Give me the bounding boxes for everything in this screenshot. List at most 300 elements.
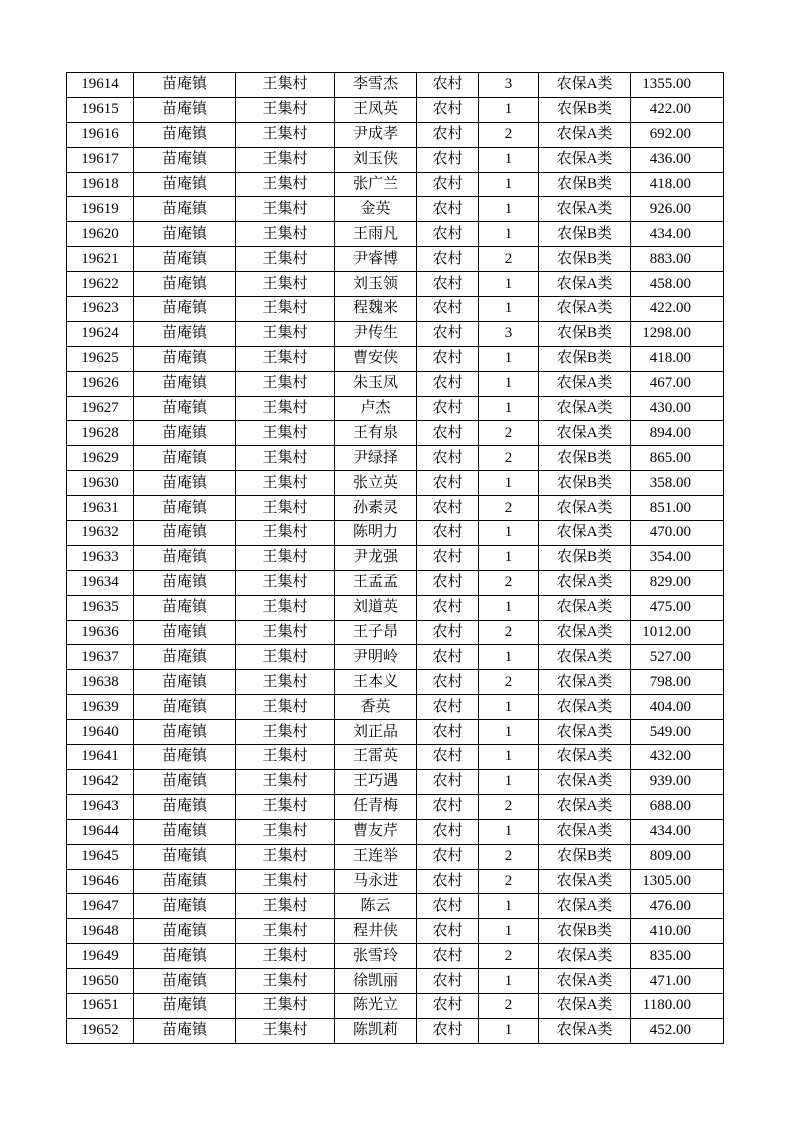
cell-person-count: 1 (479, 172, 539, 197)
cell-village: 王集村 (236, 297, 335, 322)
table-row (67, 97, 724, 122)
cell-town: 苗庵镇 (134, 595, 236, 620)
cell-amount: 829.00 (631, 570, 724, 595)
table-row (67, 247, 724, 272)
cell-insurance-category: 农保B类 (539, 919, 631, 944)
cell-amount: 851.00 (631, 496, 724, 521)
cell-village: 王集村 (236, 720, 335, 745)
cell-insurance-category: 农保A类 (539, 197, 631, 222)
cell-insurance-category: 农保A类 (539, 720, 631, 745)
cell-person-count: 2 (479, 620, 539, 645)
cell-person-count: 2 (479, 122, 539, 147)
cell-insurance-category: 农保B类 (539, 844, 631, 869)
cell-village: 王集村 (236, 545, 335, 570)
cell-amount: 410.00 (631, 919, 724, 944)
cell-residence-type: 农村 (417, 122, 479, 147)
cell-residence-type: 农村 (417, 446, 479, 471)
cell-residence-type: 农村 (417, 247, 479, 272)
cell-village: 王集村 (236, 396, 335, 421)
cell-serial-number: 19634 (67, 570, 134, 595)
cell-town: 苗庵镇 (134, 869, 236, 894)
cell-serial-number: 19632 (67, 521, 134, 546)
cell-town: 苗庵镇 (134, 446, 236, 471)
cell-village: 王集村 (236, 197, 335, 222)
table-row (67, 122, 724, 147)
cell-town: 苗庵镇 (134, 794, 236, 819)
cell-village: 王集村 (236, 944, 335, 969)
cell-serial-number: 19637 (67, 645, 134, 670)
cell-person-name: 尹传生 (335, 321, 417, 346)
cell-serial-number: 19644 (67, 819, 134, 844)
cell-person-count: 3 (479, 73, 539, 98)
cell-amount: 471.00 (631, 969, 724, 994)
cell-person-name: 任青梅 (335, 794, 417, 819)
cell-insurance-category: 农保B类 (539, 247, 631, 272)
cell-insurance-category: 农保A类 (539, 869, 631, 894)
cell-residence-type: 农村 (417, 371, 479, 396)
payment-table-body (67, 73, 724, 1044)
cell-serial-number: 19630 (67, 471, 134, 496)
cell-town: 苗庵镇 (134, 421, 236, 446)
cell-serial-number: 19629 (67, 446, 134, 471)
cell-residence-type: 农村 (417, 745, 479, 770)
cell-insurance-category: 农保A类 (539, 620, 631, 645)
cell-town: 苗庵镇 (134, 122, 236, 147)
cell-residence-type: 农村 (417, 894, 479, 919)
cell-serial-number: 19643 (67, 794, 134, 819)
cell-person-count: 1 (479, 272, 539, 297)
cell-residence-type: 农村 (417, 720, 479, 745)
cell-amount: 432.00 (631, 745, 724, 770)
cell-amount: 467.00 (631, 371, 724, 396)
cell-amount: 939.00 (631, 769, 724, 794)
cell-town: 苗庵镇 (134, 247, 236, 272)
cell-town: 苗庵镇 (134, 570, 236, 595)
cell-residence-type: 农村 (417, 396, 479, 421)
cell-serial-number: 19618 (67, 172, 134, 197)
cell-town: 苗庵镇 (134, 745, 236, 770)
table-row (67, 620, 724, 645)
cell-serial-number: 19621 (67, 247, 134, 272)
cell-residence-type: 农村 (417, 496, 479, 521)
cell-serial-number: 19614 (67, 73, 134, 98)
cell-person-name: 曹友芹 (335, 819, 417, 844)
cell-residence-type: 农村 (417, 794, 479, 819)
cell-residence-type: 农村 (417, 969, 479, 994)
table-row (67, 346, 724, 371)
cell-town: 苗庵镇 (134, 645, 236, 670)
cell-insurance-category: 农保A类 (539, 147, 631, 172)
cell-village: 王集村 (236, 595, 335, 620)
cell-residence-type: 农村 (417, 73, 479, 98)
table-row (67, 471, 724, 496)
cell-village: 王集村 (236, 670, 335, 695)
table-row (67, 197, 724, 222)
cell-amount: 475.00 (631, 595, 724, 620)
cell-town: 苗庵镇 (134, 222, 236, 247)
cell-person-name: 王有泉 (335, 421, 417, 446)
cell-residence-type: 农村 (417, 1018, 479, 1043)
cell-town: 苗庵镇 (134, 894, 236, 919)
cell-person-count: 2 (479, 446, 539, 471)
cell-village: 王集村 (236, 570, 335, 595)
cell-person-name: 刘正品 (335, 720, 417, 745)
cell-person-name: 徐凯丽 (335, 969, 417, 994)
cell-residence-type: 农村 (417, 620, 479, 645)
cell-person-name: 尹龙强 (335, 545, 417, 570)
cell-insurance-category: 农保A类 (539, 769, 631, 794)
cell-residence-type: 农村 (417, 421, 479, 446)
cell-town: 苗庵镇 (134, 272, 236, 297)
cell-residence-type: 农村 (417, 545, 479, 570)
cell-amount: 436.00 (631, 147, 724, 172)
cell-residence-type: 农村 (417, 521, 479, 546)
cell-serial-number: 19619 (67, 197, 134, 222)
cell-amount: 809.00 (631, 844, 724, 869)
table-row (67, 844, 724, 869)
cell-person-name: 王连举 (335, 844, 417, 869)
cell-insurance-category: 农保B类 (539, 97, 631, 122)
table-row (67, 695, 724, 720)
cell-insurance-category: 农保B类 (539, 172, 631, 197)
cell-amount: 835.00 (631, 944, 724, 969)
table-row (67, 993, 724, 1018)
cell-amount: 1355.00 (631, 73, 724, 98)
cell-person-count: 1 (479, 396, 539, 421)
cell-town: 苗庵镇 (134, 969, 236, 994)
cell-person-name: 程魏来 (335, 297, 417, 322)
cell-town: 苗庵镇 (134, 471, 236, 496)
cell-insurance-category: 农保A类 (539, 819, 631, 844)
cell-serial-number: 19642 (67, 769, 134, 794)
cell-person-name: 王巧遇 (335, 769, 417, 794)
cell-serial-number: 19616 (67, 122, 134, 147)
cell-amount: 1298.00 (631, 321, 724, 346)
cell-village: 王集村 (236, 794, 335, 819)
cell-person-count: 1 (479, 645, 539, 670)
cell-residence-type: 农村 (417, 869, 479, 894)
cell-town: 苗庵镇 (134, 496, 236, 521)
cell-amount: 418.00 (631, 346, 724, 371)
cell-residence-type: 农村 (417, 944, 479, 969)
cell-amount: 430.00 (631, 396, 724, 421)
cell-person-count: 1 (479, 371, 539, 396)
cell-residence-type: 农村 (417, 222, 479, 247)
cell-village: 王集村 (236, 620, 335, 645)
table-row (67, 819, 724, 844)
cell-person-name: 王雷英 (335, 745, 417, 770)
cell-person-count: 2 (479, 670, 539, 695)
cell-person-name: 刘玉领 (335, 272, 417, 297)
cell-village: 王集村 (236, 496, 335, 521)
cell-insurance-category: 农保A类 (539, 570, 631, 595)
cell-insurance-category: 农保A类 (539, 496, 631, 521)
cell-serial-number: 19633 (67, 545, 134, 570)
cell-person-count: 1 (479, 197, 539, 222)
cell-person-count: 2 (479, 570, 539, 595)
cell-residence-type: 农村 (417, 645, 479, 670)
cell-person-name: 张立英 (335, 471, 417, 496)
cell-serial-number: 19641 (67, 745, 134, 770)
cell-town: 苗庵镇 (134, 297, 236, 322)
cell-residence-type: 农村 (417, 97, 479, 122)
cell-insurance-category: 农保A类 (539, 645, 631, 670)
cell-amount: 926.00 (631, 197, 724, 222)
cell-village: 王集村 (236, 147, 335, 172)
cell-insurance-category: 农保A类 (539, 396, 631, 421)
cell-person-count: 1 (479, 545, 539, 570)
cell-serial-number: 19647 (67, 894, 134, 919)
cell-person-name: 尹睿博 (335, 247, 417, 272)
cell-residence-type: 农村 (417, 321, 479, 346)
cell-village: 王集村 (236, 1018, 335, 1043)
table-row (67, 321, 724, 346)
cell-serial-number: 19648 (67, 919, 134, 944)
cell-amount: 1012.00 (631, 620, 724, 645)
cell-village: 王集村 (236, 421, 335, 446)
cell-amount: 418.00 (631, 172, 724, 197)
cell-amount: 883.00 (631, 247, 724, 272)
cell-amount: 422.00 (631, 97, 724, 122)
cell-town: 苗庵镇 (134, 944, 236, 969)
cell-residence-type: 农村 (417, 471, 479, 496)
table-row (67, 969, 724, 994)
cell-person-name: 王本义 (335, 670, 417, 695)
cell-insurance-category: 农保A类 (539, 371, 631, 396)
cell-serial-number: 19646 (67, 869, 134, 894)
cell-village: 王集村 (236, 844, 335, 869)
table-row (67, 745, 724, 770)
cell-person-count: 1 (479, 969, 539, 994)
cell-village: 王集村 (236, 471, 335, 496)
cell-town: 苗庵镇 (134, 321, 236, 346)
cell-insurance-category: 农保A类 (539, 297, 631, 322)
cell-person-count: 1 (479, 769, 539, 794)
cell-village: 王集村 (236, 769, 335, 794)
cell-person-count: 1 (479, 745, 539, 770)
cell-amount: 434.00 (631, 222, 724, 247)
cell-person-name: 马永进 (335, 869, 417, 894)
cell-village: 王集村 (236, 222, 335, 247)
cell-insurance-category: 农保B类 (539, 471, 631, 496)
cell-town: 苗庵镇 (134, 346, 236, 371)
cell-person-name: 曹安侠 (335, 346, 417, 371)
cell-serial-number: 19626 (67, 371, 134, 396)
cell-person-name: 刘玉侠 (335, 147, 417, 172)
cell-person-name: 程井侠 (335, 919, 417, 944)
cell-person-name: 王凤英 (335, 97, 417, 122)
cell-person-name: 卢杰 (335, 396, 417, 421)
cell-person-name: 陈光立 (335, 993, 417, 1018)
cell-person-name: 香英 (335, 695, 417, 720)
cell-insurance-category: 农保B类 (539, 346, 631, 371)
cell-person-count: 1 (479, 720, 539, 745)
cell-insurance-category: 农保A类 (539, 521, 631, 546)
cell-person-name: 陈凯莉 (335, 1018, 417, 1043)
cell-amount: 1305.00 (631, 869, 724, 894)
cell-person-name: 尹成孝 (335, 122, 417, 147)
cell-serial-number: 19622 (67, 272, 134, 297)
cell-insurance-category: 农保A类 (539, 73, 631, 98)
table-row (67, 570, 724, 595)
cell-person-name: 尹明岭 (335, 645, 417, 670)
cell-town: 苗庵镇 (134, 371, 236, 396)
cell-insurance-category: 农保A类 (539, 122, 631, 147)
table-row (67, 172, 724, 197)
table-row (67, 396, 724, 421)
cell-town: 苗庵镇 (134, 521, 236, 546)
cell-residence-type: 农村 (417, 993, 479, 1018)
cell-amount: 549.00 (631, 720, 724, 745)
cell-insurance-category: 农保A类 (539, 745, 631, 770)
cell-serial-number: 19649 (67, 944, 134, 969)
cell-village: 王集村 (236, 969, 335, 994)
cell-residence-type: 农村 (417, 595, 479, 620)
cell-amount: 354.00 (631, 545, 724, 570)
table-row (67, 446, 724, 471)
cell-person-name: 孙素灵 (335, 496, 417, 521)
cell-residence-type: 农村 (417, 297, 479, 322)
cell-residence-type: 农村 (417, 919, 479, 944)
cell-person-name: 陈云 (335, 894, 417, 919)
cell-person-count: 3 (479, 321, 539, 346)
cell-serial-number: 19623 (67, 297, 134, 322)
cell-village: 王集村 (236, 869, 335, 894)
cell-serial-number: 19620 (67, 222, 134, 247)
cell-serial-number: 19652 (67, 1018, 134, 1043)
table-row (67, 421, 724, 446)
table-row (67, 147, 724, 172)
cell-village: 王集村 (236, 745, 335, 770)
cell-insurance-category: 农保B类 (539, 446, 631, 471)
cell-person-count: 1 (479, 595, 539, 620)
cell-town: 苗庵镇 (134, 993, 236, 1018)
cell-person-count: 2 (479, 794, 539, 819)
table-row (67, 371, 724, 396)
cell-residence-type: 农村 (417, 769, 479, 794)
cell-village: 王集村 (236, 645, 335, 670)
cell-serial-number: 19638 (67, 670, 134, 695)
cell-amount: 894.00 (631, 421, 724, 446)
cell-person-count: 1 (479, 521, 539, 546)
table-row (67, 222, 724, 247)
cell-person-count: 2 (479, 869, 539, 894)
cell-person-name: 王雨凡 (335, 222, 417, 247)
cell-village: 王集村 (236, 247, 335, 272)
cell-amount: 527.00 (631, 645, 724, 670)
cell-amount: 452.00 (631, 1018, 724, 1043)
table-row (67, 919, 724, 944)
cell-town: 苗庵镇 (134, 769, 236, 794)
cell-residence-type: 农村 (417, 570, 479, 595)
cell-village: 王集村 (236, 272, 335, 297)
cell-village: 王集村 (236, 97, 335, 122)
cell-town: 苗庵镇 (134, 97, 236, 122)
cell-person-name: 王子昂 (335, 620, 417, 645)
cell-village: 王集村 (236, 446, 335, 471)
cell-serial-number: 19650 (67, 969, 134, 994)
cell-town: 苗庵镇 (134, 545, 236, 570)
cell-person-count: 2 (479, 944, 539, 969)
cell-serial-number: 19631 (67, 496, 134, 521)
cell-person-count: 1 (479, 819, 539, 844)
cell-person-count: 2 (479, 247, 539, 272)
cell-town: 苗庵镇 (134, 919, 236, 944)
cell-person-count: 1 (479, 147, 539, 172)
cell-person-count: 1 (479, 346, 539, 371)
cell-insurance-category: 农保A类 (539, 695, 631, 720)
cell-residence-type: 农村 (417, 844, 479, 869)
table-row (67, 894, 724, 919)
cell-serial-number: 19645 (67, 844, 134, 869)
cell-person-count: 2 (479, 496, 539, 521)
cell-person-count: 1 (479, 297, 539, 322)
cell-serial-number: 19625 (67, 346, 134, 371)
cell-person-count: 1 (479, 97, 539, 122)
cell-amount: 798.00 (631, 670, 724, 695)
cell-insurance-category: 农保A类 (539, 993, 631, 1018)
cell-person-count: 1 (479, 695, 539, 720)
cell-person-count: 1 (479, 894, 539, 919)
cell-residence-type: 农村 (417, 695, 479, 720)
cell-town: 苗庵镇 (134, 720, 236, 745)
table-row (67, 769, 724, 794)
cell-insurance-category: 农保B类 (539, 222, 631, 247)
cell-village: 王集村 (236, 695, 335, 720)
cell-insurance-category: 农保A类 (539, 272, 631, 297)
cell-village: 王集村 (236, 993, 335, 1018)
cell-serial-number: 19639 (67, 695, 134, 720)
cell-town: 苗庵镇 (134, 695, 236, 720)
cell-serial-number: 19615 (67, 97, 134, 122)
table-row (67, 720, 724, 745)
table-row (67, 944, 724, 969)
table-row (67, 794, 724, 819)
cell-town: 苗庵镇 (134, 670, 236, 695)
cell-village: 王集村 (236, 122, 335, 147)
cell-amount: 434.00 (631, 819, 724, 844)
cell-residence-type: 农村 (417, 819, 479, 844)
cell-serial-number: 19636 (67, 620, 134, 645)
table-row (67, 297, 724, 322)
cell-person-name: 张雪玲 (335, 944, 417, 969)
table-row (67, 670, 724, 695)
cell-town: 苗庵镇 (134, 396, 236, 421)
cell-village: 王集村 (236, 73, 335, 98)
cell-town: 苗庵镇 (134, 172, 236, 197)
cell-person-name: 金英 (335, 197, 417, 222)
table-row (67, 595, 724, 620)
table-row (67, 1018, 724, 1043)
cell-amount: 404.00 (631, 695, 724, 720)
cell-insurance-category: 农保A类 (539, 944, 631, 969)
cell-person-name: 王孟孟 (335, 570, 417, 595)
cell-residence-type: 农村 (417, 172, 479, 197)
cell-residence-type: 农村 (417, 197, 479, 222)
cell-amount: 358.00 (631, 471, 724, 496)
cell-serial-number: 19651 (67, 993, 134, 1018)
cell-town: 苗庵镇 (134, 620, 236, 645)
cell-person-name: 陈明力 (335, 521, 417, 546)
cell-village: 王集村 (236, 819, 335, 844)
cell-insurance-category: 农保B类 (539, 545, 631, 570)
cell-amount: 865.00 (631, 446, 724, 471)
cell-serial-number: 19624 (67, 321, 134, 346)
cell-person-name: 朱玉凤 (335, 371, 417, 396)
cell-insurance-category: 农保B类 (539, 321, 631, 346)
cell-insurance-category: 农保A类 (539, 969, 631, 994)
cell-residence-type: 农村 (417, 147, 479, 172)
